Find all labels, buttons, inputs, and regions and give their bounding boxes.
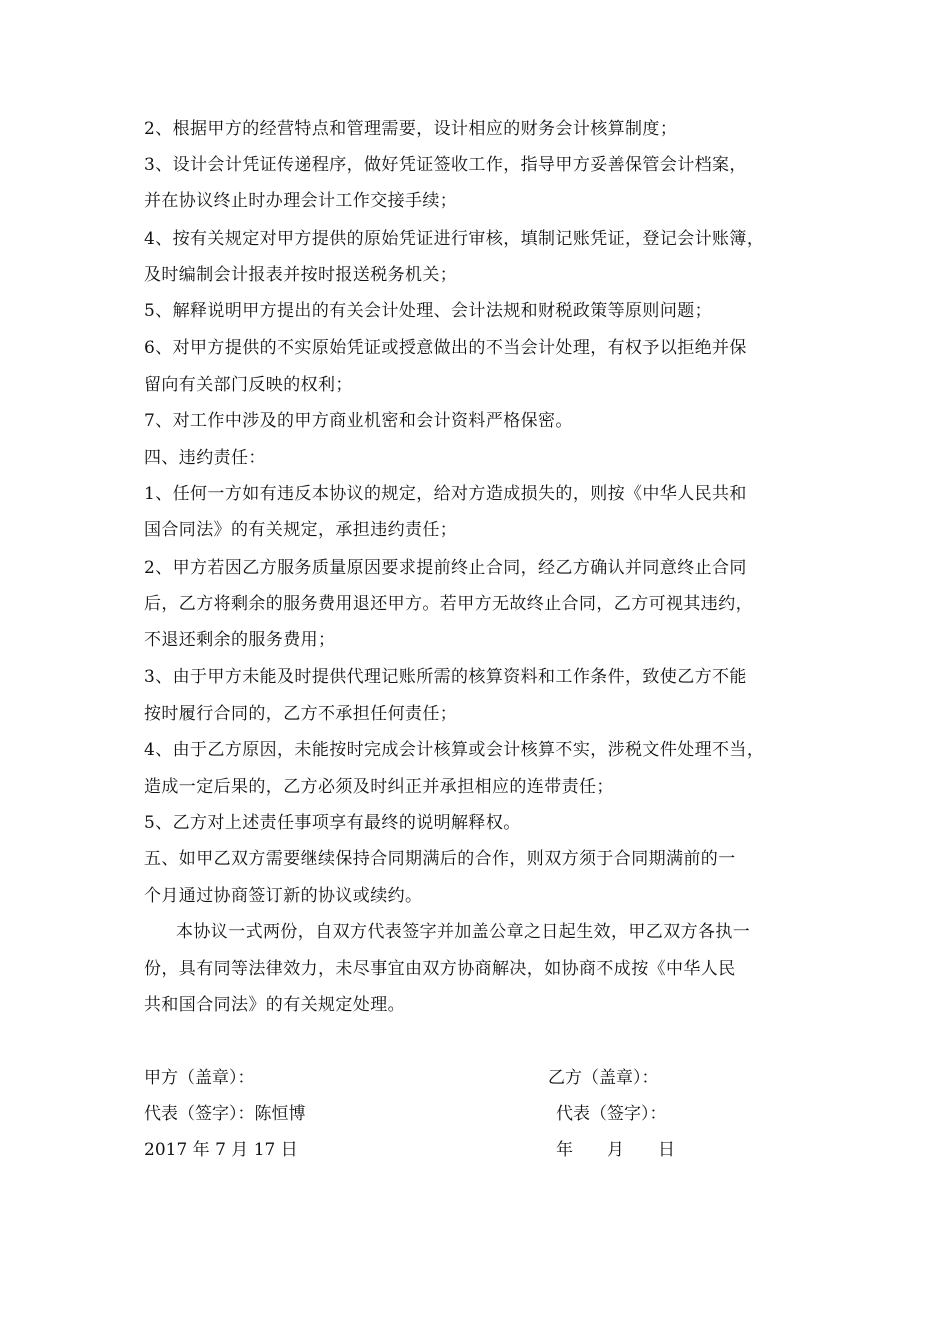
clause-b5: 5、乙方对上述责任事项享有最终的说明解释权。 <box>144 813 521 833</box>
party-a-seal-label: 甲方（盖章）： <box>144 1068 255 1088</box>
clause-a4-line1: 4、按有关规定对甲方提供的原始凭证进行审核，填制记账凭证，登记会计账簿， <box>144 229 765 249</box>
clause-b1-line2: 国合同法》的有关规定，承担违约责任； <box>144 520 458 540</box>
party-a-date: 2017 年 7 月 17 日 <box>144 1140 298 1160</box>
party-b-representative: 代表（签字）： <box>556 1104 667 1124</box>
clause-b2-line2: 后，乙方将剩余的服务费用退还甲方。若甲方无故终止合同，乙方可视其违约， <box>144 594 753 614</box>
closing-paragraph-line1: 本协议一式两份，自双方代表签字并加盖公章之日起生效，甲乙双方各执一 <box>176 922 751 942</box>
party-a-representative: 代表（签字）：陈恒博 <box>144 1104 306 1124</box>
clause-a7: 7、对工作中涉及的甲方商业机密和会计资料严格保密。 <box>144 411 573 431</box>
clause-a4-line2: 及时编制会计报表并按时报送税务机关； <box>144 265 458 285</box>
closing-paragraph-line2: 份，具有同等法律效力，未尽事宜由双方协商解决，如协商不成按《中华人民 <box>144 959 736 979</box>
clause-a3-line2: 并在协议终止时办理会计工作交接手续； <box>144 191 458 211</box>
clause-b4-line1: 4、由于乙方原因，未能按时完成会计核算或会计核算不实，涉税文件处理不当， <box>144 740 765 760</box>
clause-b2-line3: 不退还剩余的服务费用； <box>144 630 336 650</box>
section-five-line2: 个月通过协商签订新的协议或续约。 <box>144 886 423 906</box>
clause-a6-line2: 留向有关部门反映的权利； <box>144 375 353 395</box>
clause-a5: 5、解释说明甲方提出的有关会计处理、会计法规和财税政策等原则问题； <box>144 301 713 321</box>
clause-a2: 2、根据甲方的经营特点和管理需要，设计相应的财务会计核算制度； <box>144 119 678 139</box>
section-five-line1: 五、如甲乙双方需要继续保持合同期满后的合作，则双方须于合同期满前的一 <box>144 849 736 869</box>
clause-b1-line1: 1、任何一方如有违反本协议的规定，给对方造成损失的，则按《中华人民共和 <box>144 484 747 504</box>
closing-paragraph-line3: 共和国合同法》的有关规定处理。 <box>144 995 405 1015</box>
section-heading-breach: 四、违约责任： <box>144 448 266 468</box>
clause-b2-line1: 2、甲方若因乙方服务质量原因要求提前终止合同，经乙方确认并同意终止合同 <box>144 558 747 578</box>
party-b-seal-label: 乙方（盖章）： <box>548 1068 659 1088</box>
clause-b4-line2: 造成一定后果的，乙方必须及时纠正并承担相应的连带责任； <box>144 777 614 797</box>
clause-a6-line1: 6、对甲方提供的不实原始凭证或授意做出的不当会计处理，有权予以拒绝并保 <box>144 338 747 358</box>
clause-b3-line1: 3、由于甲方未能及时提供代理记账所需的核算资料和工作条件，致使乙方不能 <box>144 667 747 687</box>
clause-b3-line2: 按时履行合同的，乙方不承担任何责任； <box>144 704 458 724</box>
party-b-date: 年 月 日 <box>556 1140 675 1160</box>
clause-a3-line1: 3、设计会计凭证传递程序，做好凭证签收工作，指导甲方妥善保管会计档案， <box>144 155 747 175</box>
